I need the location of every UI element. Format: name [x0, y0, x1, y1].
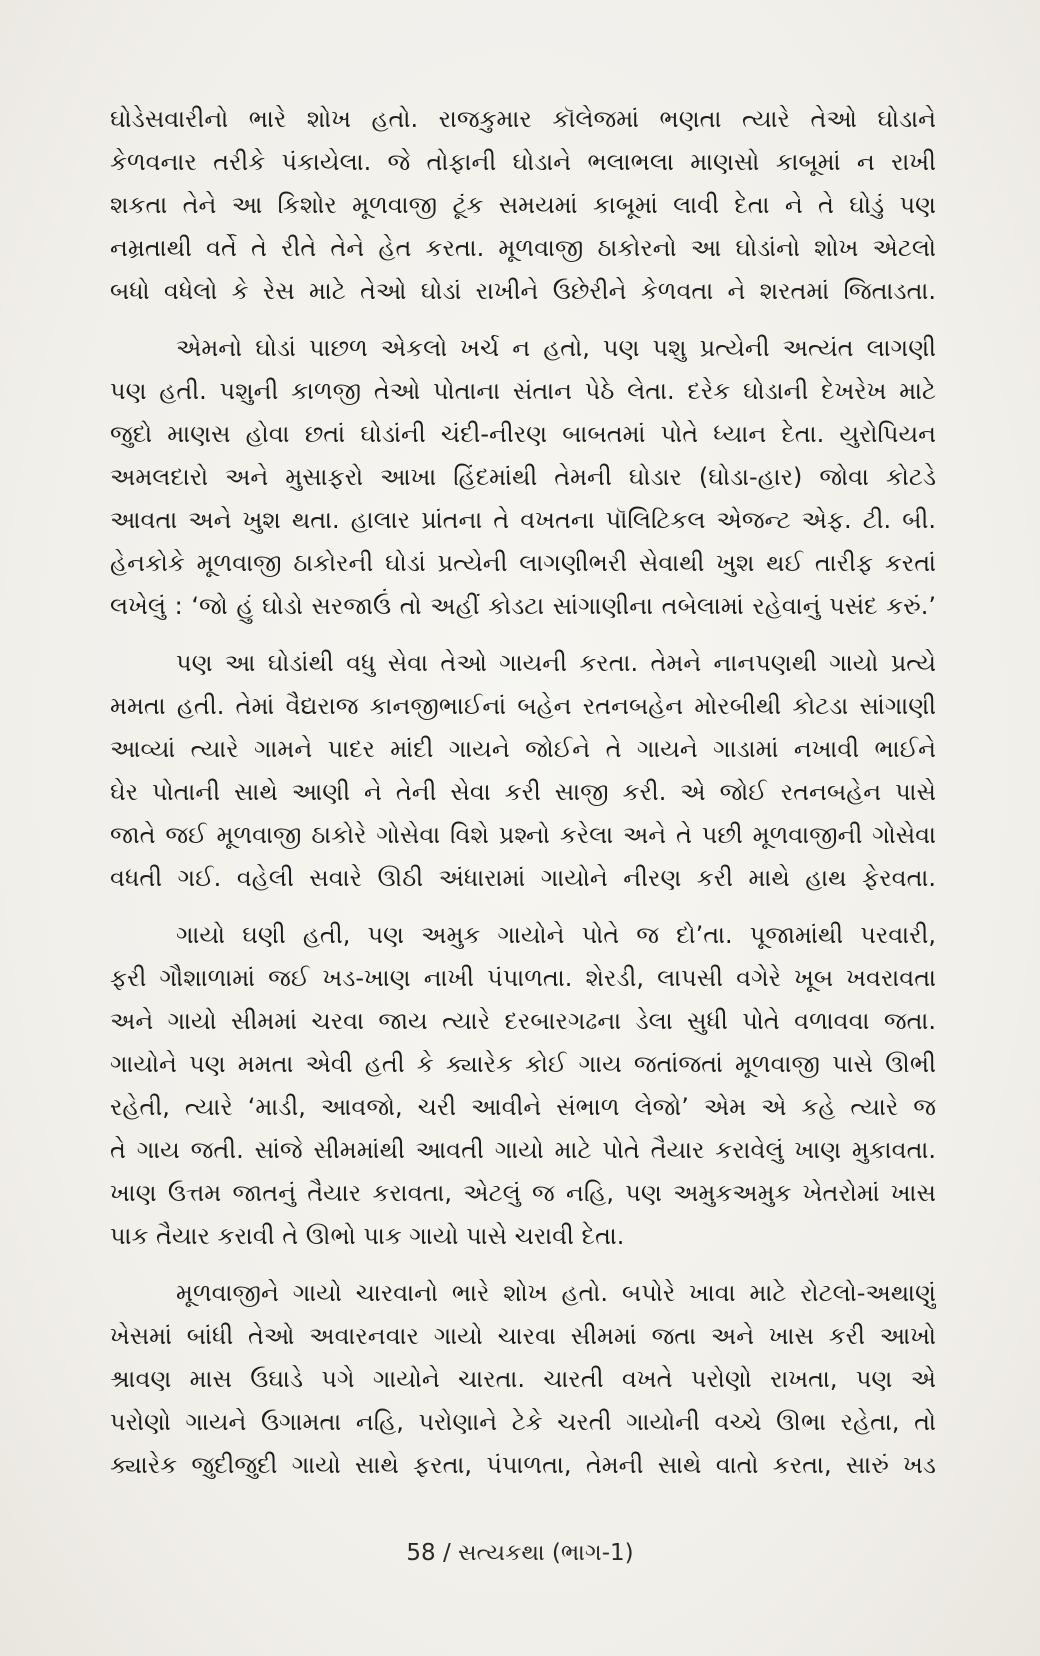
- text-line: હેનકોકે મૂળવાજી ઠાકોરની ઘોડાં પ્રત્યેની લાગણીભરી સેવાથી ખુશ થઈ તારીફ કરતાં: [110, 549, 936, 577]
- text-line: આવ્યાં ત્યારે ગામને પાદર માંદી ગાયને જોઈને તે ગાયને ગાડામાં નખાવી ભાઈને: [110, 735, 936, 763]
- text-line: ફરી ગૌશાળામાં જઈ ખડ-ખાણ નાખી પંપાળતા. શેરડી, લાપસી વગેરે ખૂબ ખવરાવતા: [110, 964, 936, 992]
- text-line: શ્રાવણ માસ ઉઘાડે પગે ગાયોને ચારતા. ચારતી વખતે પરોણો રાખતા, પણ એ: [110, 1365, 936, 1393]
- text-line: મૂળવાજીને ગાયો ચારવાનો ભારે શોખ હતો. બપોરે ખાવા માટે રોટલો-અથાણું: [176, 1279, 936, 1307]
- text-line: નમ્રતાથી વર્તે તે રીતે તેને હેત કરતા. મૂળવાજી ઠાકોરનો આ ઘોડાંનો શોખ એટલો: [110, 234, 936, 262]
- text-line: ખાણ ઉત્તમ જાતનું તૈયાર કરાવતા, એટલું જ નહિ, પણ અમુકઅમુક ખેતરોમાં ખાસ: [110, 1179, 936, 1207]
- text-line: જુદો માણસ હોવા છતાં ઘોડાંની ચંદી-નીરણ બાબતમાં પોતે ધ્યાન દેતા. યુરોપિયન: [110, 420, 936, 448]
- text-line: ગાયોને પણ મમતા એવી હતી કે ક્યારેક કોઈ ગાય જતાંજતાં મૂળવાજી પાસે ઊભી: [110, 1050, 936, 1078]
- text-line: ઘોડેસવારીનો ભારે શોખ હતો. રાજકુમાર કૉલેજમાં ભણતા ત્યારે તેઓ ઘોડાને: [110, 105, 936, 133]
- text-line: બધો વધેલો કે રેસ માટે તેઓ ઘોડાં રાખીને ઉછેરીને કેળવતા ને શરતમાં જિતાડતા.: [110, 277, 936, 305]
- text-line: પરોણો ગાયને ઉગામતા નહિ, પરોણાને ટેકે ચરતી ગાયોની વચ્ચે ઊભા રહેતા, તો: [110, 1408, 936, 1436]
- text-line: મમતા હતી. તેમાં વૈદ્યરાજ કાનજીભાઈનાં બહેન રતનબહેન મોરબીથી કોટડા સાંગાણી: [110, 692, 936, 720]
- body-text: [110, 98, 936, 1501]
- text-line: તે ગાય જતી. સાંજે સીમમાંથી આવતી ગાયો માટે પોતે તૈયાર કરાવેલું ખાણ મુકાવતા.: [110, 1136, 936, 1164]
- text-line: વધતી ગઈ. વહેલી સવારે ઊઠી અંધારામાં ગાયોને નીરણ કરી માથે હાથ ફેરવતા.: [110, 864, 936, 892]
- text-line: શકતા તેને આ કિશોર મૂળવાજી ટૂંક સમયમાં કાબૂમાં લાવી દેતા ને તે ઘોડું પણ: [110, 191, 936, 219]
- paragraph-1: [110, 98, 936, 313]
- text-line: જાતે જઈ મૂળવાજી ઠાકોરે ગોસેવા વિશે પ્રશ્નો કરેલા અને તે પછી મૂળવાજીની ગોસેવા: [110, 821, 936, 849]
- text-line: પણ આ ઘોડાંથી વધુ સેવા તેઓ ગાયની કરતા. તેમને નાનપણથી ગાયો પ્રત્યે: [176, 649, 936, 677]
- text-line: અને ગાયો સીમમાં ચરવા જાય ત્યારે દરબારગઢના ડેલા સુધી પોતે વળાવવા જતા.: [110, 1007, 936, 1035]
- text-line: પાક તૈયાર કરાવી તે ઊભો પાક ગાયો પાસે ચરાવી દેતા.: [110, 1222, 625, 1250]
- text-line: પણ હતી. પશુની કાળજી તેઓ પોતાના સંતાન પેઠે લેતા. દરેક ઘોડાની દેખરેખ માટે: [110, 377, 936, 405]
- text-line: અમલદારો અને મુસાફરો આખા હિંદમાંથી તેમની ઘોડાર (ઘોડા-હાર) જોવા કોટડે: [110, 463, 936, 491]
- text-line: લખેલું : ‘જો હું ઘોડો સરજાઉં તો અહીં કોડટા સાંગાણીના તબેલામાં રહેવાનું પસંદ કરું.’: [110, 592, 936, 620]
- paragraph-4: [110, 914, 936, 1258]
- paragraph-2: [110, 327, 936, 628]
- text-line: ખેસમાં બાંધી તેઓ અવારનવાર ગાયો ચારવા સીમમાં જતા અને ખાસ કરી આખો: [110, 1322, 936, 1350]
- text-line: એમનો ઘોડાં પાછળ એકલો ખર્ચ ન હતો, પણ પશુ પ્રત્યેની અત્યંત લાગણી: [176, 334, 936, 362]
- text-line: આવતા અને ખુશ થતા. હાલાર પ્રાંતના તે વખતના પૉલિટિકલ એજન્ટ એફ. ટી. બી.: [110, 506, 936, 534]
- text-line: કેળવનાર તરીકે પંકાયેલા. જે તોફાની ઘોડાને ભલાભલા માણસો કાબૂમાં ન રાખી: [110, 148, 936, 176]
- page-footer: 58 / સત્યકથા (ભાગ-1): [406, 1540, 634, 1566]
- paragraph-5: [110, 1272, 936, 1487]
- text-line: ગાયો ઘણી હતી, પણ અમુક ગાયોને પોતે જ દો’તા. પૂજામાંથી પરવારી,: [176, 921, 936, 949]
- paragraph-3: [110, 642, 936, 900]
- text-line: ક્યારેક જુદીજુદી ગાયો સાથે ફરતા, પંપાળતા, તેમની સાથે વાતો કરતા, સારું ખડ: [110, 1451, 936, 1479]
- text-line: રહેતી, ત્યારે ‘માડી, આવજો, ચરી આવીને સંભાળ લેજો’ એમ એ કહે ત્યારે જ: [110, 1093, 936, 1121]
- text-line: ઘેર પોતાની સાથે આણી ને તેની સેવા કરી સાજી કરી. એ જોઈ રતનબહેન પાસે: [110, 778, 936, 806]
